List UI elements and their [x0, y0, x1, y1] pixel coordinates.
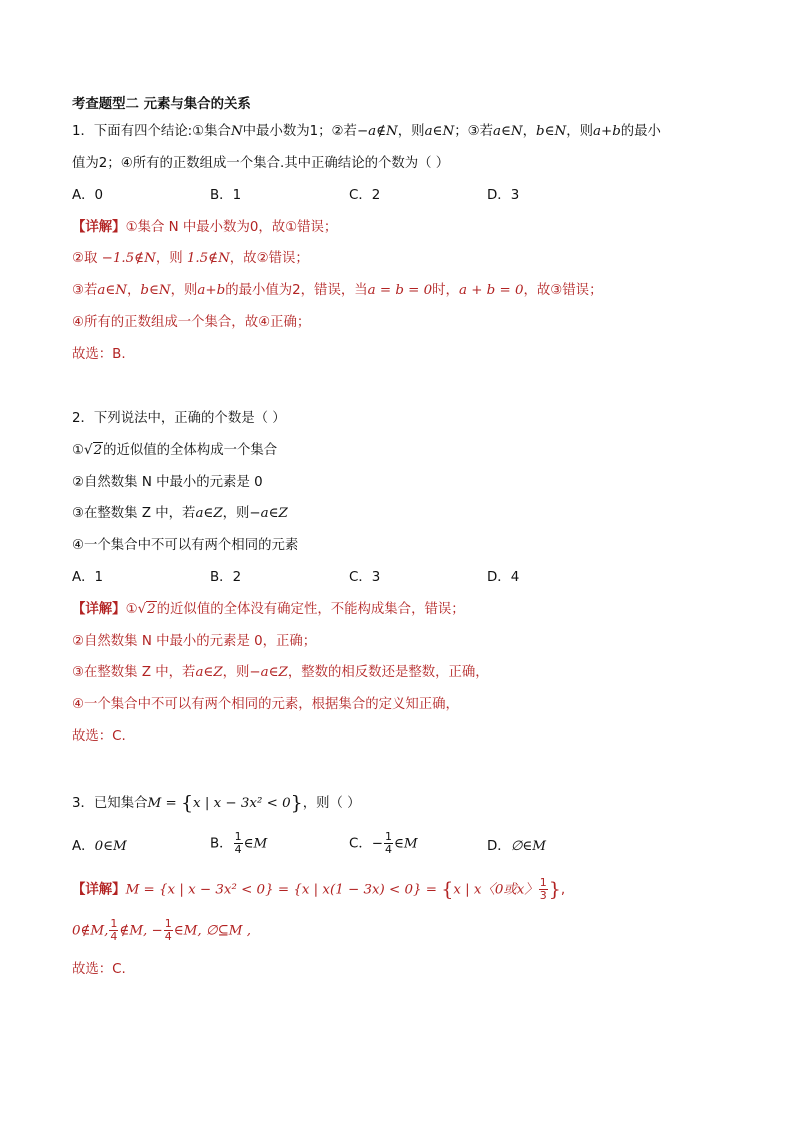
- q1-choice: 故选：B.: [72, 347, 126, 362]
- denominator: 3: [539, 889, 547, 902]
- option-math: 0∈M: [94, 839, 127, 854]
- answer-text: 的近似值的全体没有确定性，不能构成集合，错误；: [156, 602, 465, 617]
- q2-text: ③在整数集 Z 中，若: [72, 506, 196, 521]
- answer-text: ,: [560, 882, 566, 898]
- q2-text: ①: [72, 443, 85, 458]
- brace: }: [290, 792, 303, 814]
- q1-answer-3: [72, 282, 602, 300]
- answer-text: ①: [125, 602, 138, 617]
- q1-text: ，: [522, 124, 536, 139]
- sqrt-radicand: 2: [93, 443, 103, 458]
- q1-line2: 值为2；④所有的正数组成一个集合.其中正确结论的个数为（ ）: [72, 156, 450, 171]
- option-label: D．: [487, 839, 511, 854]
- answer-text: ③在整数集 Z 中，若: [72, 665, 196, 680]
- answer-math: 0∉M,: [72, 923, 109, 939]
- fraction: [234, 831, 243, 856]
- option-math: ∅∈M: [510, 839, 546, 854]
- q3-option-a: [72, 838, 127, 856]
- numerator: 1: [110, 917, 118, 930]
- q1-option-c: C．2: [349, 188, 381, 203]
- answer-label: 【详解】: [72, 882, 126, 898]
- answer-math: a∈N: [97, 283, 128, 298]
- q1-answer-2: [72, 250, 309, 268]
- answer-label: 【详解】: [72, 602, 126, 617]
- answer-math: b∈N: [140, 283, 171, 298]
- q3-choice: 故选：C.: [72, 962, 126, 977]
- q1-math: b∈N: [536, 124, 567, 139]
- option-label: B．: [210, 836, 233, 852]
- answer-text: ，故②错误；: [229, 251, 309, 266]
- option-math: ∈M: [243, 836, 268, 852]
- fraction: [164, 918, 173, 943]
- answer-text: ②取: [72, 251, 102, 266]
- q3-option-b: [210, 831, 267, 856]
- answer-text: ，: [127, 283, 141, 298]
- answer-math: a + b = 0: [458, 283, 524, 298]
- q3-answer-1: [72, 877, 565, 902]
- q2-option-c: C．3: [349, 570, 381, 585]
- q2-text: 的近似值的全体构成一个集合: [103, 443, 278, 458]
- answer-text: ，整数的相反数还是整数，正确，: [287, 665, 489, 680]
- answer-math: M = {x | x − 3x² < 0} = {x | x(1 − 3x) < 0} =: [125, 882, 442, 898]
- q2-option-b: B．2: [210, 570, 242, 585]
- brace: }: [548, 878, 561, 901]
- numerator: 1: [539, 876, 547, 889]
- q3-math: x | x − 3x² < 0: [193, 796, 291, 811]
- q2-answer-1: 【详解】①√2的近似值的全体没有确定性，不能构成集合，错误；: [72, 602, 465, 617]
- answer-text: ，则: [222, 665, 250, 680]
- section-title: 考查题型二 元素与集合的关系: [72, 97, 251, 112]
- q1-line1: [72, 123, 661, 141]
- q2-statement-4: ④一个集合中不可以有两个相同的元素: [72, 538, 299, 553]
- answer-math: −a∈Z: [249, 665, 288, 680]
- q1-answer-1: [72, 219, 337, 237]
- q1-option-d: D．3: [487, 188, 520, 203]
- answer-math: ∉M, −: [119, 923, 163, 939]
- denominator: 4: [384, 843, 392, 856]
- q2-answer-2: ②自然数集 N 中最小的元素是 0，正确；: [72, 634, 317, 649]
- option-label: C．: [349, 836, 372, 852]
- q1-math: a∈N: [492, 124, 523, 139]
- q2-statement-3: [72, 505, 288, 523]
- fraction: [539, 877, 548, 902]
- answer-math: a = b = 0: [367, 283, 433, 298]
- denominator: 4: [234, 843, 242, 856]
- q1-text: ，则: [397, 124, 425, 139]
- answer-text: 时，: [432, 283, 459, 298]
- answer-text: ，则: [155, 251, 187, 266]
- q2-statement-1: ①√2的近似值的全体构成一个集合: [72, 443, 278, 458]
- q1-option-b: B．1: [210, 188, 242, 203]
- fraction: [384, 831, 393, 856]
- q1-answer-4: ④所有的正数组成一个集合，故④正确；: [72, 315, 311, 330]
- answer-math: a+b: [197, 283, 226, 298]
- q3-text: 3．已知集合: [72, 796, 148, 811]
- q1-text: ，则: [566, 124, 593, 139]
- answer-text: ，故③错误；: [523, 283, 603, 298]
- q1-option-a: A．0: [72, 188, 104, 203]
- q1-text: 的最小: [620, 124, 661, 139]
- q2-option-a: A．1: [72, 570, 104, 585]
- q2-answer-4: ④一个集合中不可以有两个相同的元素，根据集合的定义知正确，: [72, 697, 459, 712]
- numerator: 1: [234, 830, 242, 843]
- q2-math: −a∈Z: [249, 506, 288, 521]
- q2-answer-3: [72, 664, 489, 682]
- numerator: 1: [384, 830, 392, 843]
- answer-math: −1.5∉N: [101, 251, 156, 266]
- q3-text: ，则（ ）: [302, 796, 361, 811]
- option-label: A．: [72, 839, 95, 854]
- q2-statement-2: ②自然数集 N 中最小的元素是 0: [72, 475, 263, 490]
- answer-text: 的最小值为2，错误，当: [225, 283, 368, 298]
- q3-line1: [72, 794, 361, 813]
- brace: {: [441, 878, 454, 901]
- q1-text: 1．下面有四个结论:①集合: [72, 124, 231, 139]
- answer-math: x | x〈0或x〉: [453, 882, 538, 898]
- option-math: ∈M: [393, 836, 418, 852]
- denominator: 4: [164, 930, 172, 943]
- brace: {: [180, 792, 194, 814]
- numerator: 1: [164, 917, 172, 930]
- answer-math: ∈M, ∅⊆M ,: [173, 923, 252, 939]
- answer-label: 【详解】: [72, 220, 126, 235]
- answer-text: ③若: [72, 283, 98, 298]
- minus-sign: −: [371, 836, 383, 852]
- q3-option-c: [349, 831, 418, 856]
- q1-text: ；③若: [454, 124, 493, 139]
- q3-option-d: [487, 838, 546, 856]
- answer-math: a∈Z: [195, 665, 223, 680]
- denominator: 4: [110, 930, 118, 943]
- sqrt-radicand: 2: [147, 602, 156, 617]
- q2-line1: 2．下列说法中，正确的个数是（ ）: [72, 411, 286, 426]
- q1-text: 中最小数为1；②若: [242, 124, 357, 139]
- q2-choice: 故选：C.: [72, 729, 126, 744]
- answer-math: 1.5∉N: [186, 251, 230, 266]
- answer-text: ，则: [170, 283, 198, 298]
- q1-math: a+b: [592, 124, 621, 139]
- q2-math: a∈Z: [195, 506, 223, 521]
- q3-answer-2: [72, 918, 251, 943]
- q1-math: N: [230, 124, 243, 139]
- q1-math: a∈N: [424, 124, 455, 139]
- q2-option-d: D．4: [487, 570, 520, 585]
- q2-text: ，则: [222, 506, 250, 521]
- answer-text: ①集合 N 中最小数为0，故①错误；: [125, 220, 338, 235]
- fraction: [109, 918, 118, 943]
- q1-math: −a∉N: [356, 124, 398, 139]
- q3-math: M =: [147, 796, 177, 811]
